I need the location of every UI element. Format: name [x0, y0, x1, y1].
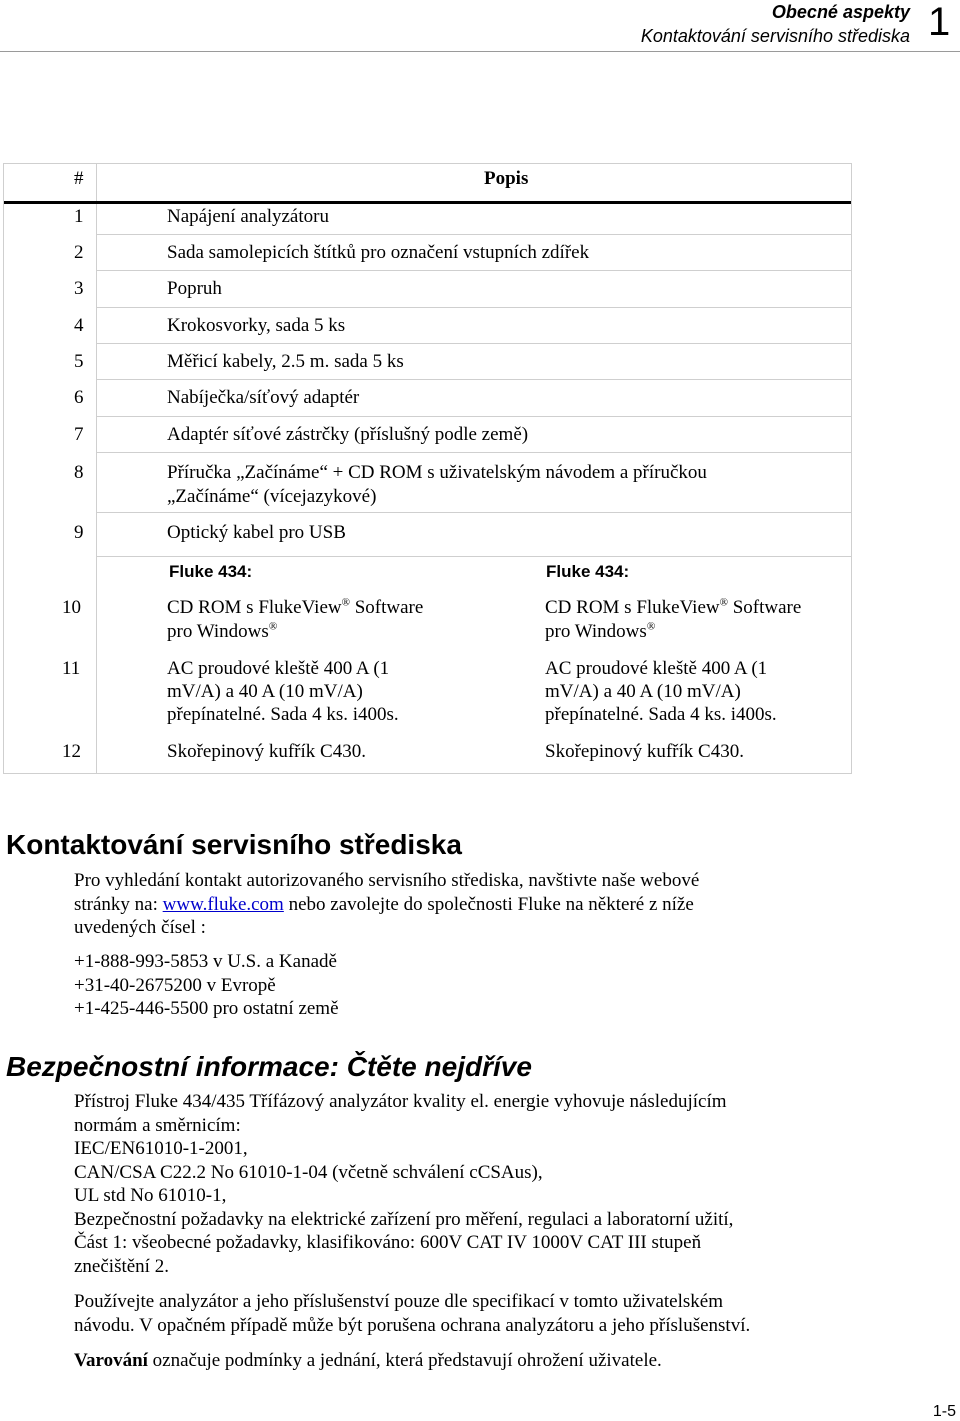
table-row-num: 10 [62, 597, 81, 618]
safety-line: Přístroj Fluke 434/435 Třífázový analyzátor kvality el. energie vyhovuje následujícím [74, 1091, 727, 1112]
chapter-number: 1 [928, 0, 951, 44]
row10-right-line2: pro Windows® [545, 620, 656, 642]
contact-line: uvedených čísel : [74, 917, 206, 938]
safety-line: CAN/CSA C22.2 No 61010-1-04 (včetně schválení cCSAus), [74, 1161, 543, 1183]
table-header-rule [4, 201, 851, 204]
row11-right-line: přepínatelné. Sada 4 ks. i400s. [545, 704, 777, 725]
phone-number: +1-425-446-5500 pro ostatní země [74, 998, 339, 1019]
contact-paragraph [74, 869, 874, 940]
row-divider [97, 343, 851, 344]
safety-line: normám a směrnicím: [74, 1114, 241, 1136]
row11-right-line: AC proudové kleště 400 A (1 [545, 658, 768, 679]
table-row-num: 11 [62, 658, 81, 679]
table-row-desc: Krokosvorky, sada 5 ks [167, 315, 346, 336]
table-column-divider [96, 164, 97, 773]
table-row-desc: Měřicí kabely, 2.5 m. sada 5 ks [167, 351, 404, 372]
safety-line: návodu. V opačném případě může být porušena ochrana analyzátoru a jeho příslušenství. [74, 1314, 751, 1336]
warning-term: Varování [74, 1350, 148, 1371]
row11-right-line: mV/A) a 40 A (10 mV/A) [545, 681, 741, 702]
warning-definition: Varování označuje podmínky a jednání, která představují ohrožení uživatele. [74, 1350, 662, 1371]
safety-standards-paragraph [74, 1090, 874, 1278]
table-header-description: Popis [484, 168, 529, 189]
row-divider [97, 234, 851, 235]
table-row-desc-line1: Příručka „Začínáme“ + CD ROM s uživatelským návodem a příručkou [167, 462, 707, 483]
safety-line: znečištění 2. [74, 1255, 169, 1277]
row10-left-line2: pro Windows® [167, 620, 278, 642]
subheader-right: Fluke 434: [546, 562, 630, 581]
row11-left-line: AC proudové kleště 400 A (1 [167, 658, 390, 679]
table-row-num: 7 [74, 424, 84, 445]
row12-right: Skořepinový kufřík C430. [545, 741, 744, 762]
phone-list [74, 950, 874, 1021]
row11-left-line: mV/A) a 40 A (10 mV/A) [167, 681, 363, 702]
contact-heading: Kontaktování servisního střediska [6, 829, 462, 860]
table-row-num: 5 [74, 351, 84, 372]
row-divider [97, 556, 851, 557]
safety-line: Používejte analyzátor a jeho příslušenství pouze dle specifikací v tomto uživatelském [74, 1291, 723, 1312]
table-row-num: 9 [74, 522, 84, 543]
row-divider [97, 512, 851, 513]
row10-left-line1: CD ROM s FlukeView® Software [167, 596, 424, 618]
header-section-title: Obecné aspekty [771, 2, 910, 22]
row-divider [97, 452, 851, 453]
table-row-desc: Sada samolepicích štítků pro označení vstupních zdířek [167, 242, 590, 263]
row10-right-line1: CD ROM s FlukeView® Software [545, 596, 802, 618]
row-divider [97, 307, 851, 308]
row-divider [97, 379, 851, 380]
table-row-desc-line2: „Začínáme“ (vícejazykové) [167, 486, 377, 507]
page-header [641, 0, 910, 48]
table-row-desc: Nabíječka/síťový adaptér [167, 387, 360, 408]
table-header-num: # [74, 168, 84, 189]
header-rule [0, 51, 960, 52]
table-row-num: 3 [74, 278, 84, 299]
table-row-num: 12 [62, 741, 81, 762]
phone-number: +1-888-993-5853 v U.S. a Kanadě [74, 951, 337, 972]
table-row-num: 6 [74, 387, 84, 408]
table-row-num: 1 [74, 206, 84, 227]
table-row-num: 4 [74, 315, 84, 336]
row12-left: Skořepinový kufřík C430. [167, 741, 366, 762]
safety-line: Část 1: všeobecné požadavky, klasifikováno: 600V CAT IV 1000V CAT III stupeň [74, 1232, 702, 1253]
safety-line: Bezpečnostní požadavky na elektrické zařízení pro měření, regulaci a laboratorní užití, [74, 1208, 734, 1230]
safety-usage-paragraph [74, 1290, 874, 1337]
page-number: 1-5 [932, 1403, 956, 1420]
fluke-website-link[interactable]: www.fluke.com [162, 893, 284, 915]
header-subsection-title: Kontaktování servisního střediska [640, 26, 910, 46]
row-divider [97, 416, 851, 417]
row11-left-line: přepínatelné. Sada 4 ks. i400s. [167, 704, 399, 725]
contact-line: Pro vyhledání kontakt autorizovaného servisního střediska, navštivte naše webové [74, 870, 700, 891]
phone-number: +31-40-2675200 v Evropě [74, 974, 276, 996]
table-row-num: 8 [74, 462, 84, 483]
table-row-desc: Napájení analyzátoru [167, 206, 329, 227]
safety-heading: Bezpečnostní informace: Čtěte nejdříve [6, 1051, 532, 1082]
table-row-num: 2 [74, 242, 84, 263]
contact-line: stránky na: www.fluke.com nebo zavolejte do společnosti Fluke na některé z níže [74, 893, 694, 915]
table-row-desc: Adaptér síťové zástrčky (příslušný podle země) [167, 424, 529, 445]
safety-line: UL std No 61010-1, [74, 1185, 227, 1206]
safety-line: IEC/EN61010-1-2001, [74, 1138, 248, 1159]
table-row-desc: Popruh [167, 278, 222, 299]
subheader-left: Fluke 434: [169, 562, 253, 581]
table-row-desc: Optický kabel pro USB [167, 522, 346, 543]
accessories-table [3, 163, 852, 774]
row-divider [97, 270, 851, 271]
